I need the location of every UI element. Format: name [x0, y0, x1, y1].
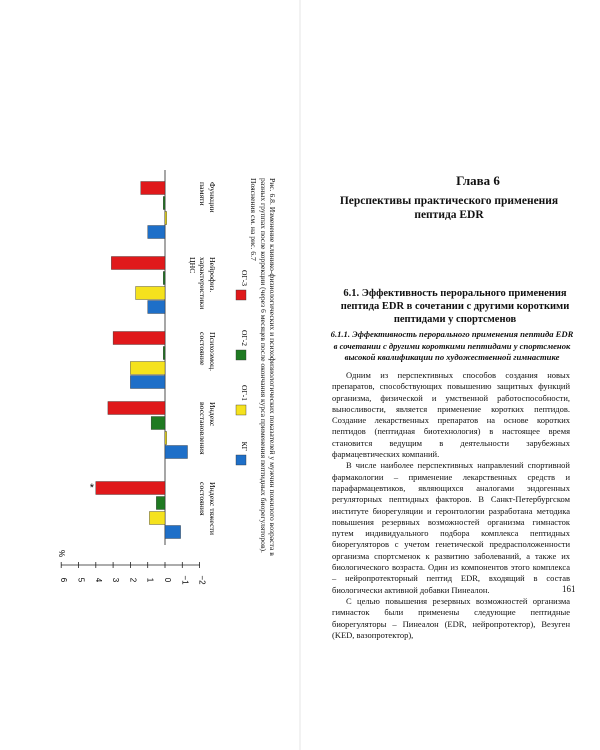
category-label: характеристики	[198, 257, 207, 310]
legend-label: КГ	[240, 441, 249, 451]
category-label: Индекс	[208, 402, 217, 427]
bar-кг	[165, 526, 181, 539]
section-title: 6.1. Эффективность перорального применения пептида EDR в сочетании с другими короткими пептидами у спортсменов	[340, 288, 570, 325]
bar-кг	[130, 376, 165, 389]
tick-label: 3	[111, 577, 121, 583]
right-page-text	[300, 0, 600, 750]
bar-кг	[148, 301, 165, 314]
body-paragraph-3: С целью повышения резервных возможностей организма гимнасток были применены следующие пептидные биорегуляторы – Пинеалон (EDR, нейропротектор), Везуген (KED, вазопротектор),	[332, 595, 570, 640]
bar-ог-2	[163, 347, 165, 360]
bar-ог-3	[96, 482, 165, 495]
value-axis-label: %	[57, 550, 67, 558]
tick-label: 0	[163, 577, 172, 583]
bar-ог-3	[111, 257, 165, 270]
body-text	[332, 370, 570, 641]
bar-ог-2	[163, 272, 165, 285]
tick-label: −2	[197, 575, 207, 585]
significance-marker: *	[89, 482, 95, 494]
figure-caption: Рис. 6.8. Изменение клинико-физиологических и психофизиологических показателей у мужчин пожилого возраста в разных группах после коррекции (через 6 месяцев после окончания курса применения пептидных биорегуляторов). Пояснения см. на рис. 6.7	[249, 178, 277, 556]
bar-ог-2	[163, 197, 165, 210]
category-label: Нейрофиз.	[208, 257, 217, 293]
bar-ог-1	[165, 212, 167, 225]
bar-ог-3	[141, 182, 165, 195]
category-label: восстановления	[198, 402, 207, 455]
category-label: памяти	[198, 182, 207, 206]
bar-ог-3	[113, 332, 165, 345]
tick-label: 4	[93, 577, 103, 583]
tick-label: 2	[128, 577, 138, 583]
bar-ог-2	[151, 417, 165, 430]
bar-ог-1	[149, 512, 165, 525]
legend-label: ОГ-1	[240, 385, 249, 401]
category-label: Функции	[208, 182, 217, 213]
bar-ог-3	[108, 402, 165, 415]
body-paragraph-1: Одним из перспективных способов создания новых препаратов, способствующих повышению защитных функций организма, физической и умственной работоспособности, выносливости, является применение коротких пептидов. Создание лекарственных препаратов на основе коротких пептидов (пептидная биотехнология) в настоящее время становится ведущим в деятельности зарубежных фармацевтических компаний.	[332, 370, 570, 460]
legend-swatch-ог-1	[236, 405, 246, 415]
bar-кг	[148, 226, 165, 239]
bar-ог-1	[165, 432, 167, 445]
category-label: Психоэмоц.	[208, 332, 217, 372]
category-label: Индекс тяжести	[208, 482, 217, 536]
chapter-label: Глава 6	[456, 173, 500, 188]
subsection-title: 6.1.1. Эффективность перорального применения пептида EDR в сочетании с другими короткими пептидами у спортсменок высокой квалификации по художественной гимнастике	[330, 329, 574, 362]
category-label: ЦНС	[188, 257, 197, 274]
bar-ог-2	[156, 497, 165, 510]
category-label: состояние	[198, 332, 207, 366]
chapter-title: Перспективы практического применения пептида EDR	[339, 195, 559, 221]
legend-swatch-ог-3	[236, 290, 246, 300]
bar-ог-1	[130, 362, 165, 375]
page-number: 161	[562, 584, 576, 594]
bar-кг	[165, 446, 187, 459]
legend-swatch-кг	[236, 455, 246, 465]
tick-label: −1	[180, 575, 190, 585]
category-label: состояния	[198, 482, 207, 516]
body-paragraph-2: В числе наиболее перспективных направлений спортивной фармакологии – применение лекарственных средств и парафармацевтиков, являющихся аналогами эндогенных регуляторных пептидных факторов. В Санкт-Петербургском институте биорегуляции и геронтологии разработана методика повышения резервных возможностей организма гимнасток путем индивидуального подбора комплекса пептидных биорегуляторов с учетом генетической предрасположенности организма спортсменок к развитию заболеваний, а также их биологического возраста. Один из компонентов этого комплекса – нейропротекторный пептид EDR, входящий в состав биологически активной добавки Пинеалон.	[332, 460, 570, 595]
tick-label: 5	[76, 577, 86, 583]
legend-label: ОГ-2	[240, 330, 249, 346]
tick-label: 1	[145, 577, 155, 583]
tick-label: 6	[59, 577, 69, 583]
bar-ог-1	[136, 287, 165, 300]
legend-swatch-ог-2	[236, 350, 246, 360]
legend-label: ОГ-3	[240, 270, 249, 286]
